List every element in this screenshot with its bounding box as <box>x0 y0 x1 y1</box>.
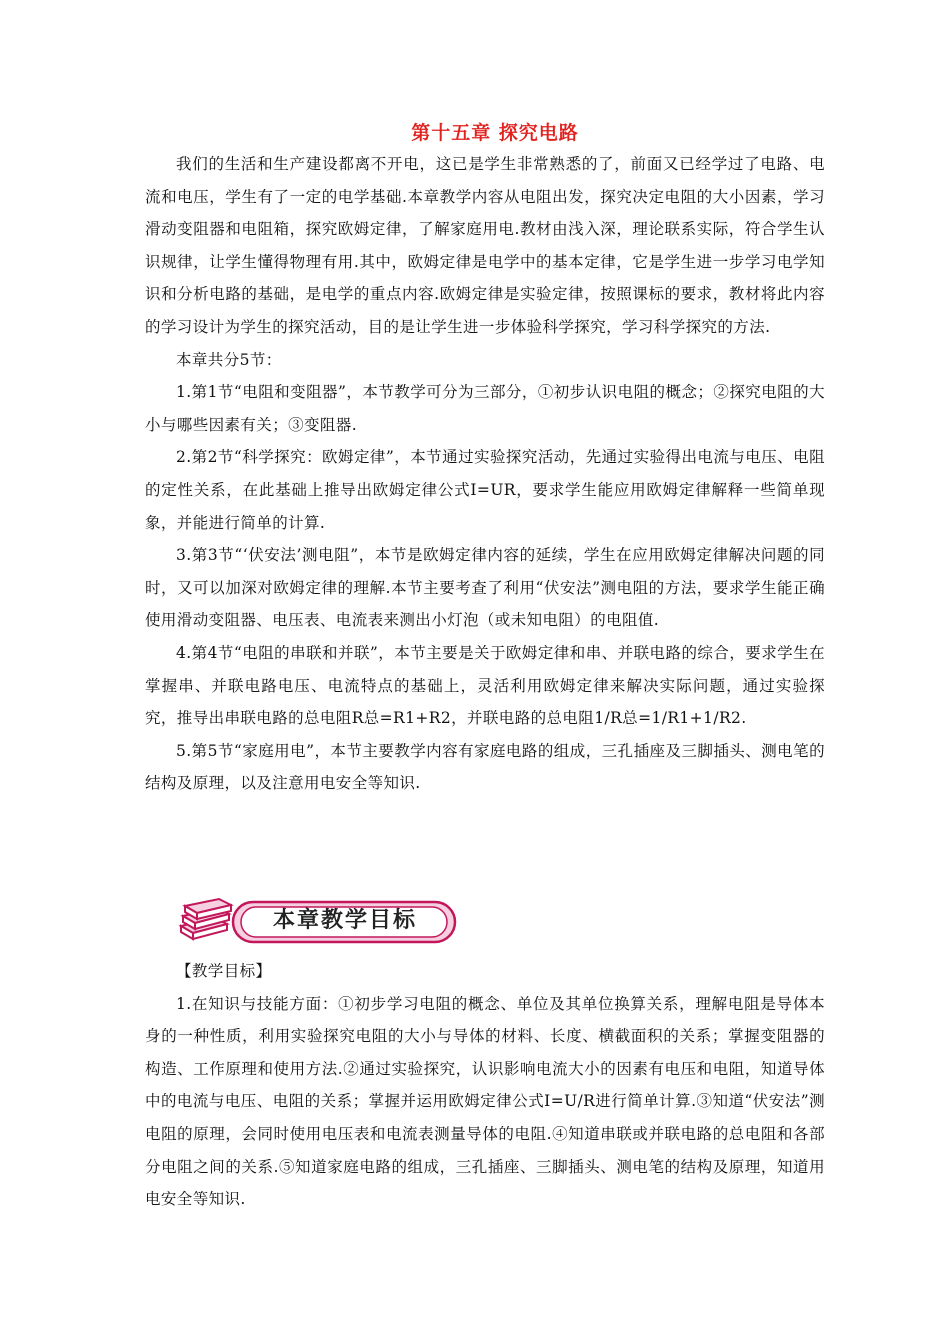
books-stack-icon <box>181 899 231 939</box>
section-item-1: 1.第1节“电阻和变阻器”，本节教学可分为三部分，①初步认识电阻的概念；②探究电阻的大小与哪些因素有关；③变阻器. <box>145 383 825 434</box>
section-item-3: 3.第3节“‘伏安法’测电阻”，本节是欧姆定律内容的延续，学生在应用欧姆定律解决问题的同时，又可以加深对欧姆定律的理解.本节主要考查了利用“伏安法”测电阻的方法，要求学生能正确使用滑动变阻器、电压表、电流表来测出小灯泡（或未知电阻）的电阻值. <box>145 546 825 630</box>
section-item-4: 4.第4节“电阻的串联和并联”，本节主要是关于欧姆定律和串、并联电路的综合，要求学生在掌握串、并联电路电压、电流特点的基础上，灵活利用欧姆定律来解决实际问题，通过实验探究，推导出串联电路的总电阻R总=R1+R2，并联电路的总电阻1/R总=1/R1+1/R2. <box>145 643 825 728</box>
goal-item-1: 1.在知识与技能方面：①初步学习电阻的概念、单位及其单位换算关系，理解电阻是导体本身的一种性质，利用实验探究电阻的大小与导体的材料、长度、横截面积的关系；掌握变阻器的构造、工作原理和使用方法.②通过实验探究，认识影响电流大小的因素有电压和电阻，知道导体中的电流与电压、电阻的关系；掌握并运用欧姆定律公式I=U/R进行简单计算.③知道“伏安法”测电阻的原理，会同时使用电压表和电流表测量导体的电阻.④知道串联或并联电路的总电阻和各部分电阻之间的关系.⑤知道家庭电路的组成，三孔插座、三脚插头、测电笔的结构及原理，知道用电安全等知识. <box>145 994 825 1209</box>
chapter-title: 第十五章 探究电路 <box>411 122 579 144</box>
intro-paragraph: 我们的生活和生产建设都离不开电，这已是学生非常熟悉的了，前面又已经学过了电路、电流和电压，学生有了一定的电学基础.本章教学内容从电阻出发，探究决定电阻的大小因素，学习滑动变阻器和电阻箱，探究欧姆定律，了解家庭用电.教材由浅入深，理论联系实际，符合学生认识规律，让学生懂得物理有用.其中，欧姆定律是电学中的基本定律，它是学生进一步学习电学知识和分析电路的基础，是电学的重点内容.欧姆定律是实验定律，按照课标的要求，教材将此内容的学习设计为学生的探究活动，目的是让学生进一步体验科学探究，学习科学探究的方法. <box>145 155 825 336</box>
section-item-2: 2.第2节“科学探究：欧姆定律”，本节通过实验探究活动，先通过实验得出电流与电压、电阻的定性关系，在此基础上推导出欧姆定律公式I=UR，要求学生能应用欧姆定律解释一些简单现象，并能进行简单的计算. <box>145 448 825 532</box>
banner-label: 本章教学目标 <box>272 908 417 933</box>
teaching-goals-banner <box>175 896 460 948</box>
goals-heading: 【教学目标】 <box>176 962 272 980</box>
teaching-goals <box>145 955 825 1216</box>
section-item-5: 5.第5节“家庭用电”，本节主要教学内容有家庭电路的组成，三孔插座及三脚插头、测电笔的结构及原理，以及注意用电安全等知识. <box>145 741 825 793</box>
chapter-overview <box>145 148 825 800</box>
sections-count-line: 本章共分5节： <box>176 350 282 369</box>
